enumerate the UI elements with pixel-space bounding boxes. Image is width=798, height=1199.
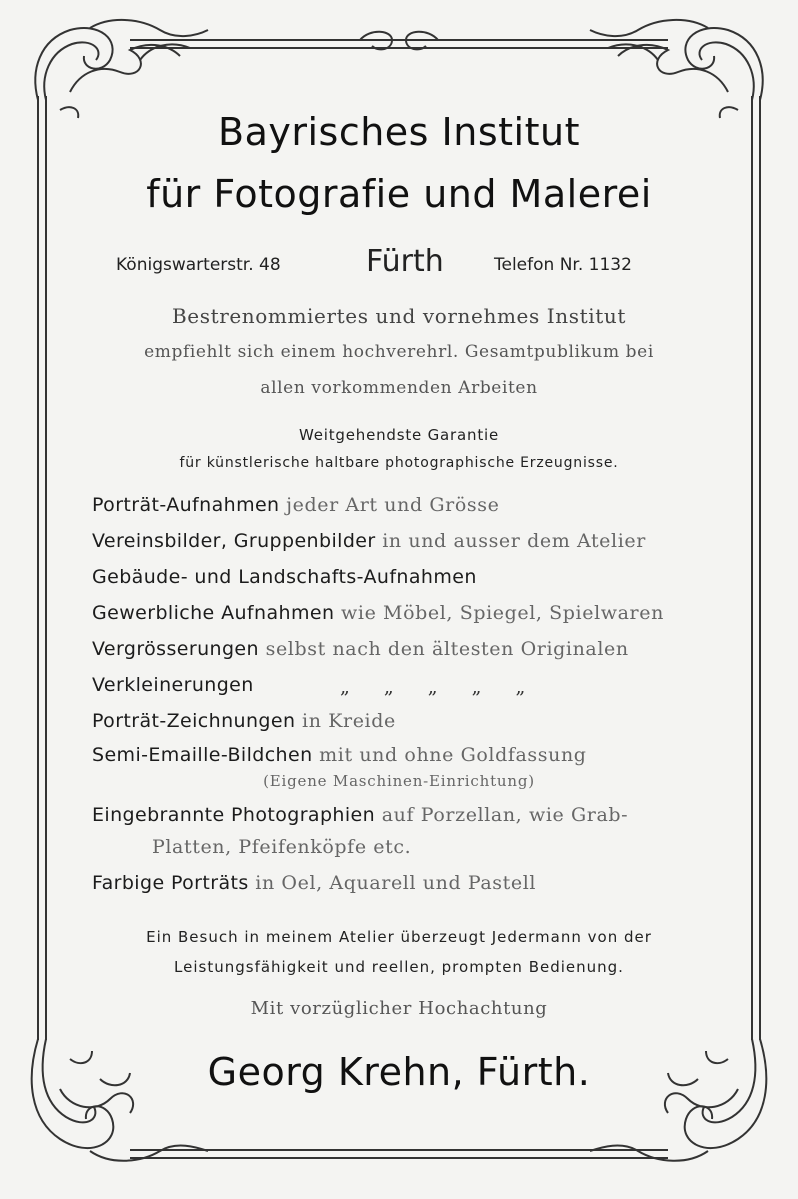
service-detail: wie Möbel, Spiegel, Spielwaren bbox=[334, 602, 664, 624]
guarantee-line-2: für künstlerische haltbare photographische Erzeugnisse. bbox=[179, 455, 619, 471]
service-detail: jeder Art und Grösse bbox=[279, 494, 500, 516]
service-name: Eingebrannte Photographien bbox=[92, 804, 376, 826]
service-item bbox=[92, 530, 646, 552]
city-name: Fürth bbox=[366, 244, 444, 279]
intro-line-3: allen vorkommenden Arbeiten bbox=[260, 378, 538, 398]
intro-line-2: empfiehlt sich einem hochverehrl. Gesamtpublikum bei bbox=[144, 342, 654, 362]
porcelain-continuation: Platten, Pfeifenköpfe etc. bbox=[152, 836, 412, 858]
service-name: Gewerbliche Aufnahmen bbox=[92, 602, 335, 624]
phone-number: Telefon Nr. 1132 bbox=[494, 255, 632, 275]
signature: Georg Krehn, Fürth. bbox=[207, 1050, 591, 1094]
title-line-2: für Fotografie und Malerei bbox=[146, 172, 652, 216]
service-item bbox=[92, 804, 628, 826]
service-item bbox=[92, 744, 587, 766]
service-detail: in Oel, Aquarell und Pastell bbox=[248, 872, 537, 894]
guarantee-line-1: Weitgehendste Garantie bbox=[299, 426, 499, 444]
service-item bbox=[92, 710, 396, 732]
service-item bbox=[92, 872, 536, 894]
address-line bbox=[0, 244, 798, 280]
service-detail: mit und ohne Goldfassung bbox=[312, 744, 587, 766]
service-detail: in Kreide bbox=[295, 710, 396, 732]
service-name: Porträt-Aufnahmen bbox=[92, 494, 280, 516]
closing-line-2: Leistungsfähigkeit und reellen, prompten Bedienung. bbox=[174, 958, 624, 976]
service-name: Vereinsbilder, Gruppenbilder bbox=[92, 530, 376, 552]
service-item bbox=[92, 674, 254, 696]
service-item bbox=[92, 566, 477, 588]
street-address: Königswarterstr. 48 bbox=[116, 255, 281, 275]
service-detail: in und ausser dem Atelier bbox=[375, 530, 646, 552]
greeting: Mit vorzüglicher Hochachtung bbox=[250, 998, 548, 1019]
service-name: Porträt-Zeichnungen bbox=[92, 710, 296, 732]
service-item bbox=[92, 602, 664, 624]
closing-line-1: Ein Besuch in meinem Atelier überzeugt Jedermann von der bbox=[146, 928, 652, 946]
title-line-1: Bayrisches Institut bbox=[218, 110, 580, 154]
ditto-marks: „ „ „ „ „ bbox=[340, 676, 526, 698]
service-item bbox=[92, 494, 499, 516]
service-name: Farbige Porträts bbox=[92, 872, 249, 894]
service-item bbox=[92, 638, 629, 660]
service-detail: selbst nach den ältesten Originalen bbox=[258, 638, 629, 660]
service-name: Vergrösserungen bbox=[92, 638, 259, 660]
service-name: Semi-Emaille-Bildchen bbox=[92, 744, 313, 766]
semi-emaille-note: (Eigene Maschinen-Einrichtung) bbox=[263, 772, 535, 790]
service-name: Verkleinerungen bbox=[92, 674, 254, 696]
intro-line-1: Bestrenommiertes und vornehmes Institut bbox=[171, 304, 627, 328]
service-name: Gebäude- und Landschafts-Aufnahmen bbox=[92, 566, 477, 588]
service-detail: auf Porzellan, wie Grab- bbox=[375, 804, 629, 826]
